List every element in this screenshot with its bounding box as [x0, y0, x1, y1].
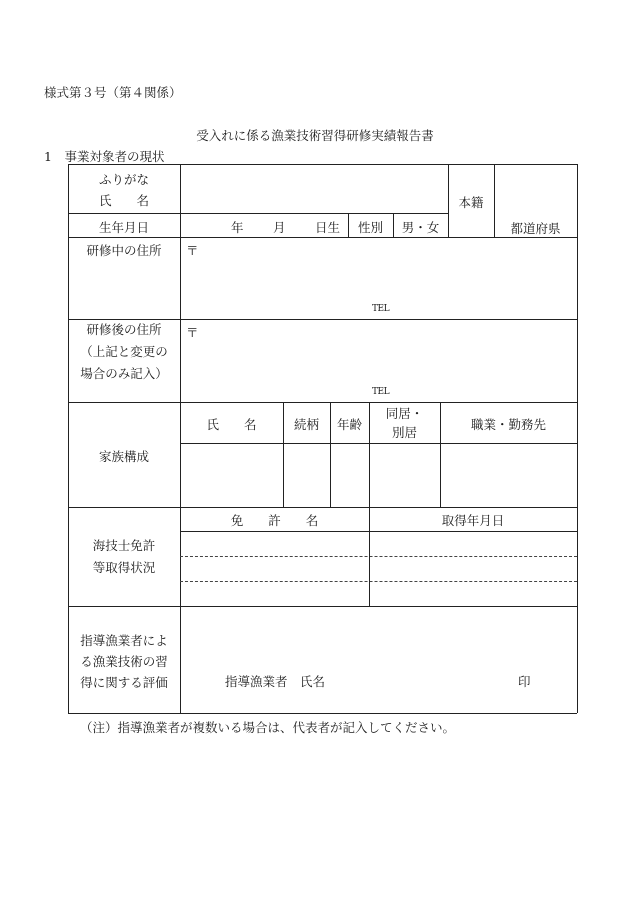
family-composition-label: 家族構成 [98, 449, 149, 464]
address-after-training-note: （上記と変更の [80, 344, 168, 359]
family-relation-header: 続柄 [293, 417, 319, 432]
family-cohabit-header-2: 別居 [391, 425, 417, 440]
license-name-header: 免 許 名 [230, 513, 319, 528]
name-label: 氏 名 [98, 193, 149, 208]
family-name-header: 氏 名 [206, 417, 257, 432]
address-during-training-label: 研修中の住所 [86, 243, 162, 258]
address-after-training-label: 研修後の住所 [86, 322, 162, 337]
gender-options[interactable]: 男・女 [401, 220, 440, 235]
postal-mark: 〒 [186, 243, 199, 258]
evaluation-label-3: 得に関する評価 [80, 675, 168, 690]
family-cohabit-header: 同居・ [385, 406, 424, 421]
honseki-label: 本籍 [458, 195, 484, 210]
license-status-label: 海技士免許 [92, 538, 156, 553]
section-heading: 1 事業対象者の現状 [44, 149, 165, 164]
address-after-training-note-2: 場合のみ記入） [80, 366, 168, 381]
honseki-field[interactable] [494, 164, 577, 214]
license-date-header: 取得年月日 [441, 513, 505, 528]
name-field[interactable] [180, 164, 448, 213]
todofuken-label: 都道府県 [510, 221, 561, 236]
postal-mark: 〒 [186, 325, 199, 340]
gender-label: 性別 [357, 220, 383, 235]
family-entry-row[interactable] [180, 443, 577, 507]
birth-year-unit: 年 [231, 220, 244, 235]
furigana-label: ふりがな [98, 172, 149, 187]
tel-label: TEL [372, 304, 390, 314]
family-age-header: 年齢 [336, 417, 362, 432]
license-status-label-2: 等取得状況 [92, 560, 156, 575]
family-occupation-header: 職業・勤務先 [470, 417, 546, 432]
instructor-name-label: 指導漁業者 氏名 [225, 674, 326, 689]
birth-day-unit: 日生 [315, 220, 341, 235]
form-number: 様式第３号（第４関係） [44, 85, 182, 100]
evaluation-label-2: る漁業技術の習 [80, 654, 168, 669]
footer-note: （注）指導漁業者が複数いる場合は、代表者が記入してください。 [80, 720, 456, 735]
evaluation-label: 指導漁業者によ [80, 633, 168, 648]
birth-month-unit: 月 [273, 220, 286, 235]
seal-mark: 印 [518, 674, 531, 689]
document-title: 受入れに係る漁業技術習得研修実績報告書 [196, 128, 434, 143]
evaluation-field[interactable] [180, 606, 577, 666]
tel-label: TEL [372, 387, 390, 397]
license-entries[interactable] [180, 531, 577, 606]
birth-date-label: 生年月日 [98, 220, 149, 235]
